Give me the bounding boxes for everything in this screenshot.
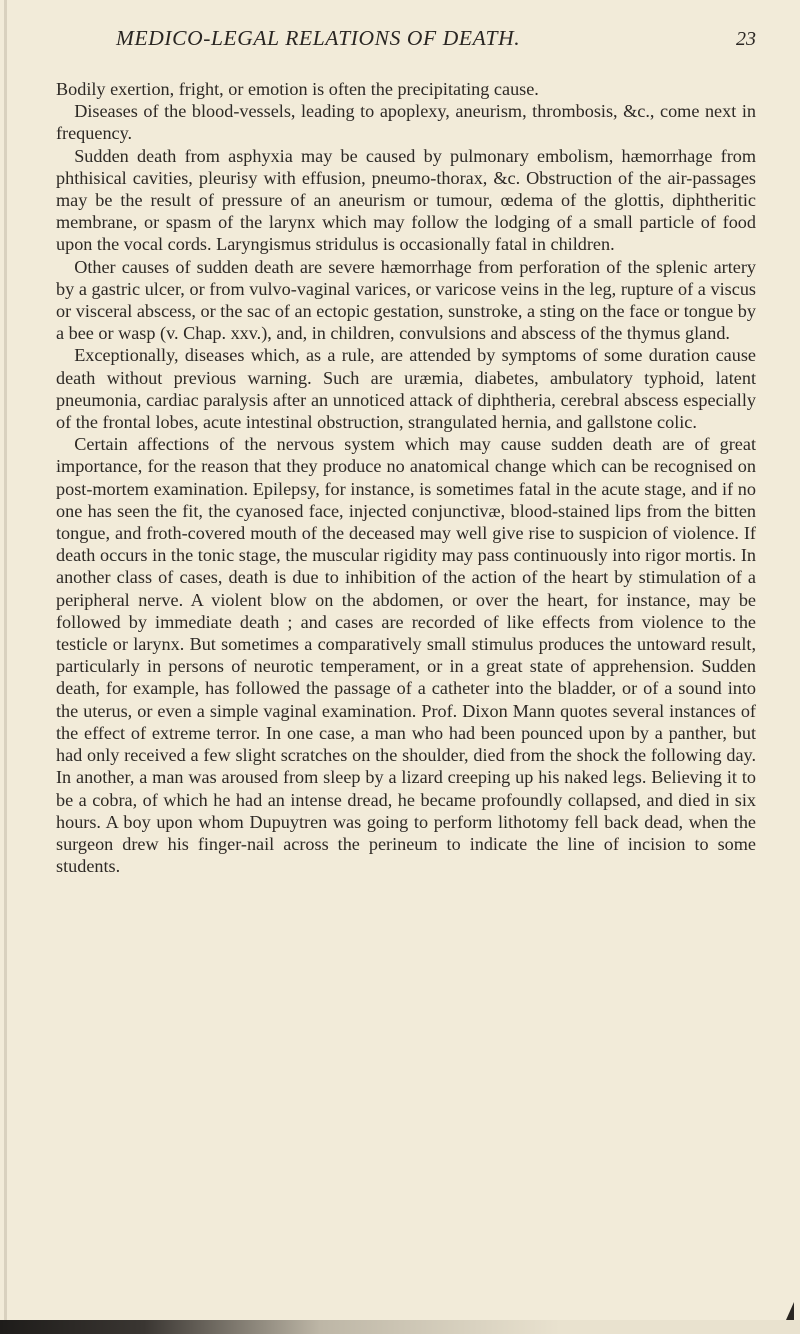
body-text <box>56 78 756 877</box>
scan-corner-mark <box>786 1302 794 1320</box>
running-head: MEDICO-LEGAL RELATIONS OF DEATH. <box>116 26 521 50</box>
paragraph: Sudden death from asphyxia may be caused by pulmonary embolism, hæmorrhage from phthisical cavities, pleurisy with effusion, pneumo-thorax, &c. Obstruction of the air-passages may be the result of pressure of an aneurism or tumour, œdema of the glottis, diphtheritic membrane, or spasm of the larynx which may follow the lodging of a small particle of food upon the vocal cords. Laryngismus stridulus is occasionally fatal in children. <box>56 145 756 255</box>
paragraph: Bodily exertion, fright, or emotion is often the precipitating cause. <box>56 79 539 99</box>
page-number: 23 <box>736 28 756 50</box>
paragraph: Diseases of the blood-vessels, leading to apoplexy, aneurism, thrombosis, &c., come next in frequency. <box>56 101 756 144</box>
paragraph: Other causes of sudden death are severe hæmorrhage from perforation of the splenic artery by a gastric ulcer, or from vulvo-vaginal varices, or varicose veins in the leg, rupture of a viscus or visceral abscess, or the sac of an ectopic gestation, sunstroke, a sting on the face or tongue by a bee or wasp (v. Chap. xxv.), and, in children, convulsions and abscess of the thymus gland. <box>56 256 756 344</box>
scan-bottom-edge <box>0 1320 800 1334</box>
paragraph: Exceptionally, diseases which, as a rule, are attended by symptoms of some duration cause death without previous warning. Such are uræmia, diabetes, ambulatory typhoid, latent pneumonia, cardiac paralysis after an unnoticed attack of diphtheria, cerebral abscess especially of the frontal lobes, acute intestinal obstruction, strangulated hernia, and gallstone colic. <box>56 345 756 433</box>
paragraph: Certain affections of the nervous system which may cause sudden death are of great importance, for the reason that they produce no anatomical change which can be recognised on post-mortem examination. Epilepsy, for instance, is sometimes fatal in the acute stage, and if no one has seen the fit, the cyanosed face, injected conjunctivæ, blood-stained lips from the bitten tongue, and froth-covered mouth of the deceased may well give rise to suspicion of violence. If death occurs in the tonic stage, the muscular rigidity may pass continuously into rigor mortis. In another class of cases, death is due to inhibition of the action of the heart by stimulation of a peripheral nerve. A violent blow on the abdomen, or over the heart, for instance, may be followed by immediate death ; and cases are recorded of like effects from violence to the testicle or larynx. But sometimes a comparatively small stimulus produces the untoward result, particularly in persons of neurotic temperament, or in a great state of apprehension. Sudden death, for example, has followed the passage of a catheter into the bladder, or of a sound into the uterus, or even a simple vaginal examination. Prof. Dixon Mann quotes several instances of the effect of extreme terror. In one case, a man who had been pounced upon by a panther, but had only received a few slight scratches on the shoulder, died from the shock the following day. In another, a man was aroused from sleep by a lizard creeping up his naked legs. Believing it to be a cobra, of which he had an intense dread, he became profoundly collapsed, and died in six hours. A boy upon whom Dupuytren was going to perform lithotomy fell back dead, when the surgeon drew his finger-nail across the perineum to indicate the line of incision to some students. <box>56 434 756 877</box>
page-header <box>116 26 756 56</box>
page-edge-shadow <box>4 0 7 1334</box>
